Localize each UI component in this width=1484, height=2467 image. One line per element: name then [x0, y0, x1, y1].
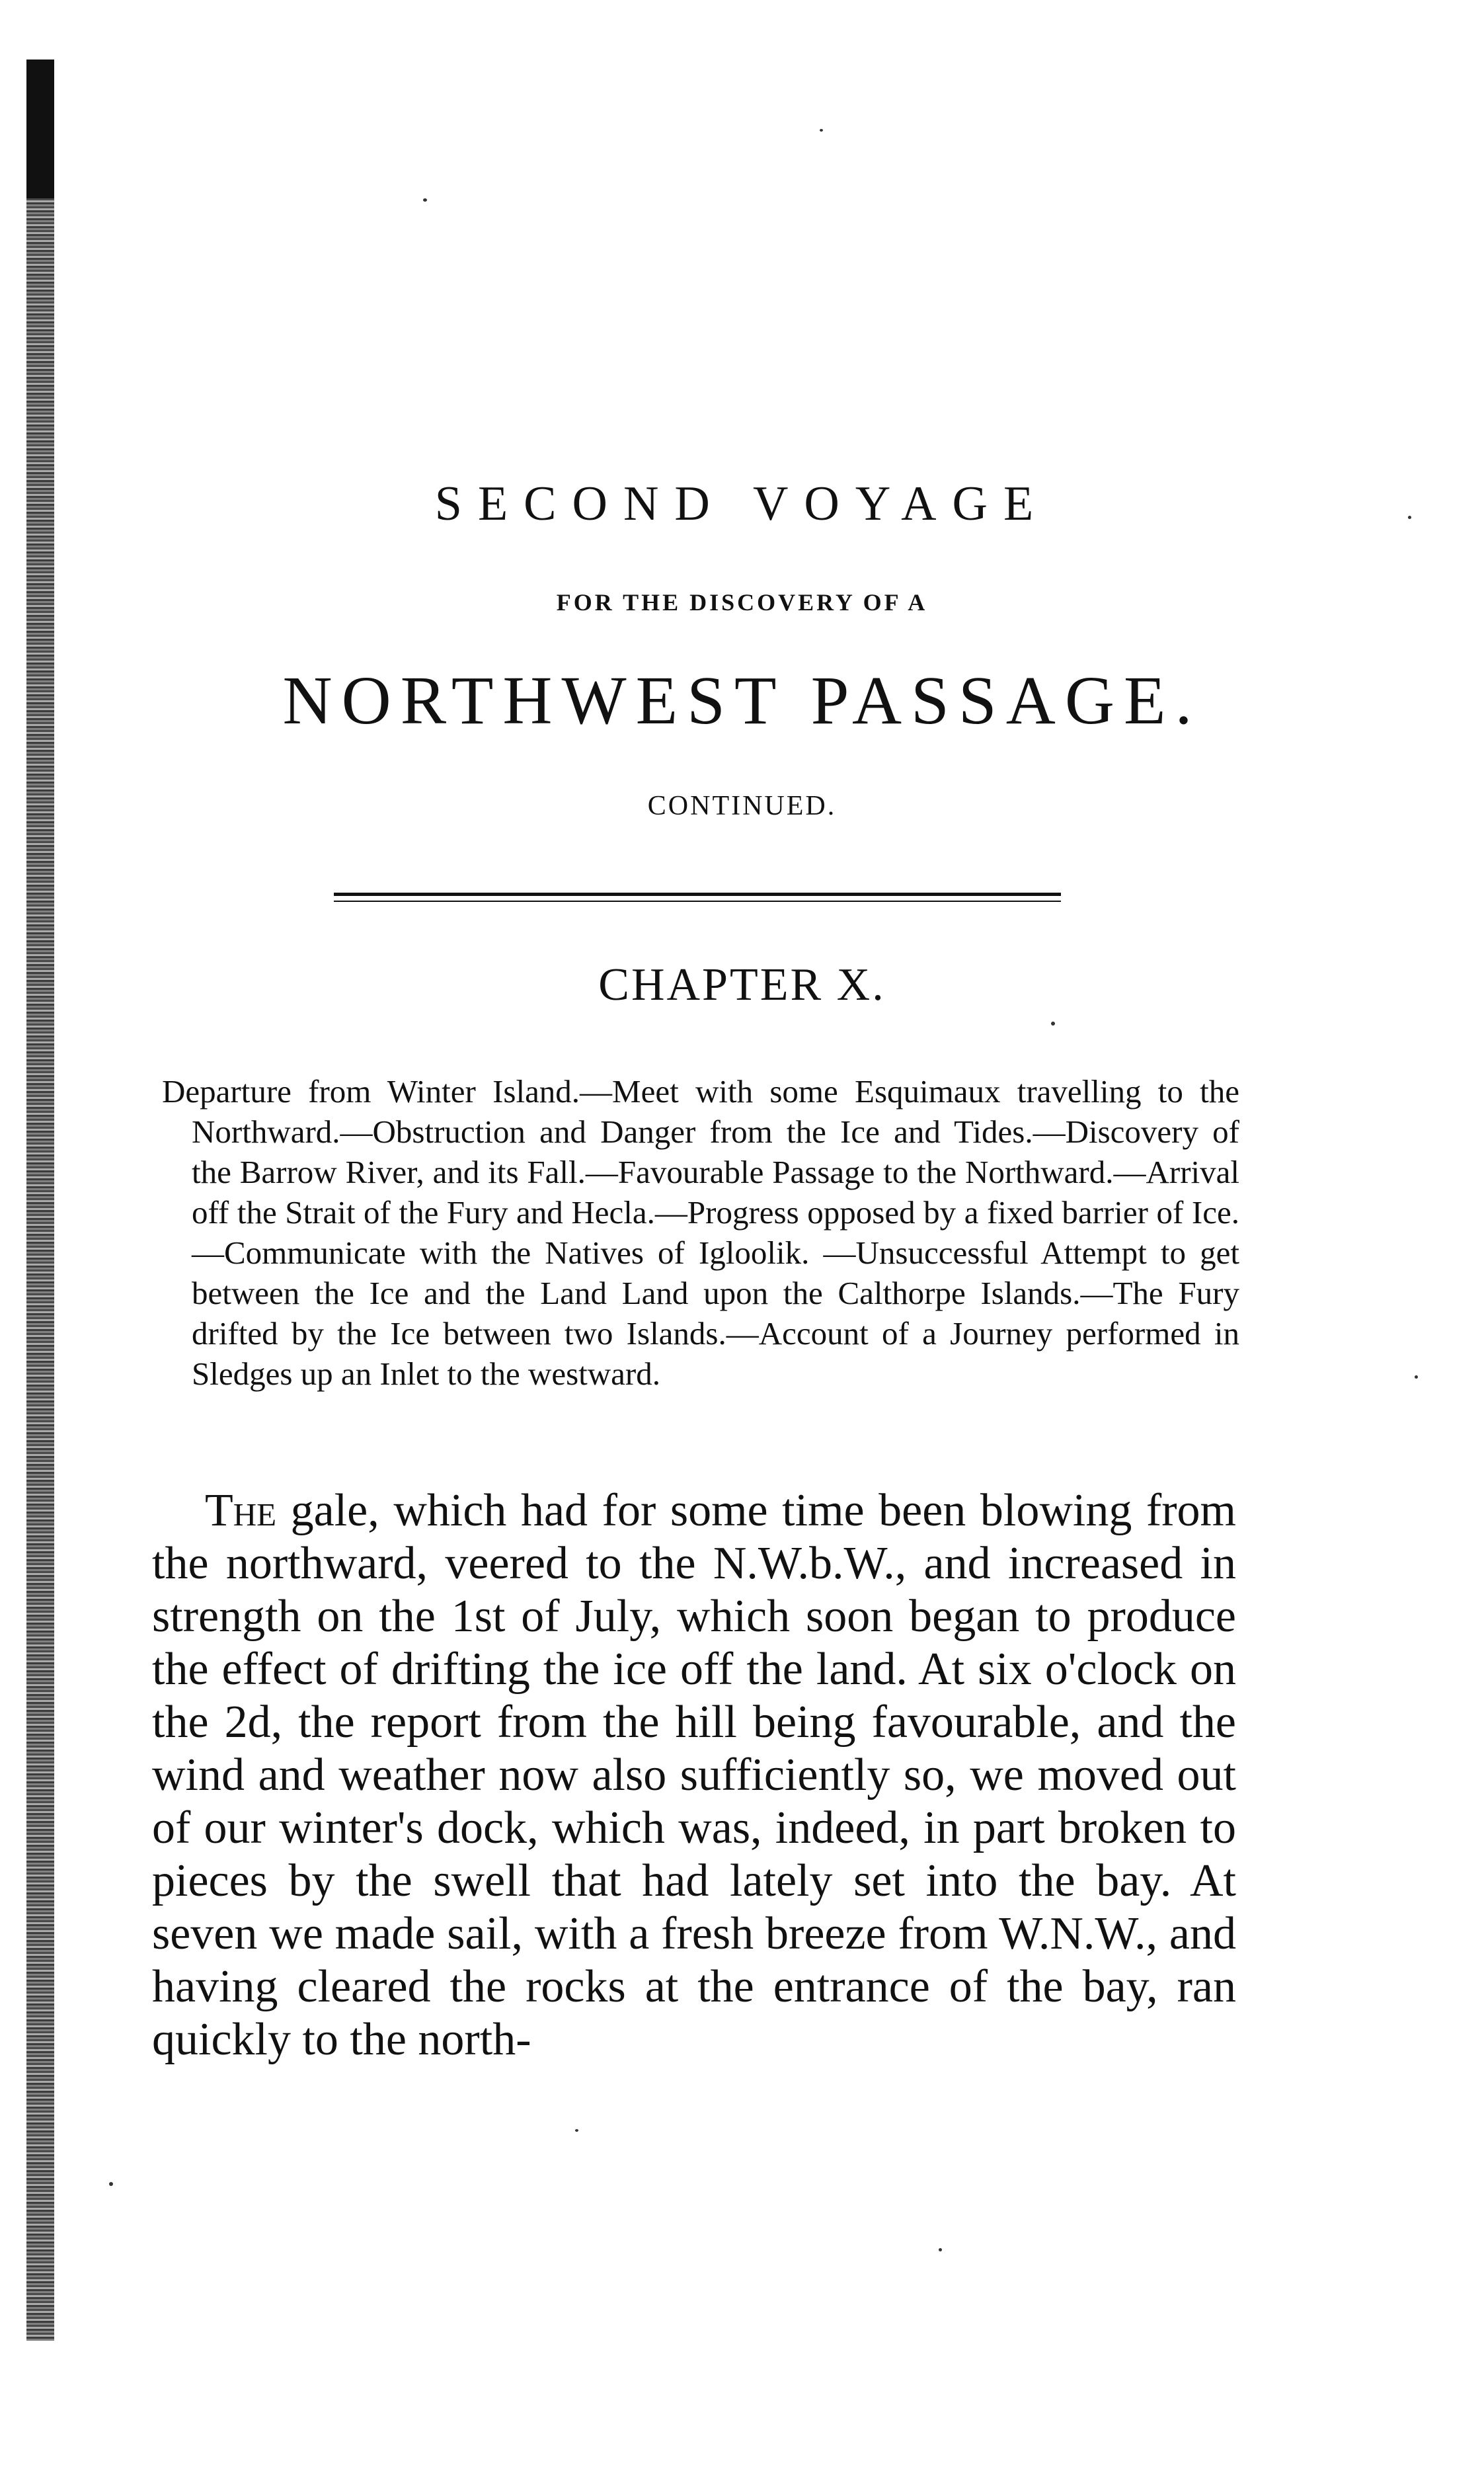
continued-label: CONTINUED. — [647, 791, 837, 821]
scan-speck — [1415, 1375, 1418, 1379]
scan-speck — [1408, 516, 1411, 519]
subtitle-line: FOR THE DISCOVERY OF A — [556, 589, 928, 616]
body-paragraph — [152, 1484, 1236, 2066]
main-title: NORTHWEST PASSAGE. — [282, 663, 1202, 739]
scan-gutter-edge — [26, 60, 54, 2341]
series-title: SECOND VOYAGE — [434, 477, 1050, 531]
scan-speck — [1051, 1022, 1055, 1026]
lead-word: The — [205, 1485, 277, 1536]
scan-gutter-dark-band — [26, 60, 54, 198]
scan-speck — [423, 198, 427, 202]
chapter-summary-text: Departure from Winter Island.—Meet with some Esquimaux travelling to the Northward.—Obstruction and Danger from the Ice and Tides.—Discovery of the Barrow River, and its Fall.—Favourable Passage to the Northward.—Arrival off the Strait of the Fury and Hecla.—Progress opposed by a fixed barrier of Ice.—Communicate with the Natives of Igloolik. —Unsuccessful Attempt to get between the Ice and the Land Land upon the Calthorpe Islands.—The Fury drifted by the Ice between two Islands.—Account of a Journey performed in Sledges up an Inlet to the westward. — [162, 1073, 1239, 1392]
chapter-summary — [162, 1071, 1239, 1394]
scan-speck — [109, 2182, 113, 2186]
scan-speck — [820, 129, 823, 132]
scan-speck — [575, 2129, 578, 2132]
double-rule-thick — [334, 893, 1061, 896]
scan-speck — [939, 2248, 942, 2251]
body-paragraph-text: gale, which had for some time been blowing from the northward, veered to the N.W.b.W., and increased in strength on the 1st of July, which soon began to produce the effect of drifting the ice off the land. At six o'clock on the 2d, the report from the hill being favourable, and the wind and weather now also sufficiently so, we moved out of our winter's dock, which was, indeed, in part broken to pieces by the swell that had lately set into the bay. At seven we made sail, with a fresh breeze from W.N.W., and having cleared the rocks at the entrance of the bay, ran quickly to the north- — [152, 1485, 1236, 2065]
chapter-heading: CHAPTER X. — [598, 959, 886, 1010]
double-rule-thin — [334, 901, 1061, 902]
